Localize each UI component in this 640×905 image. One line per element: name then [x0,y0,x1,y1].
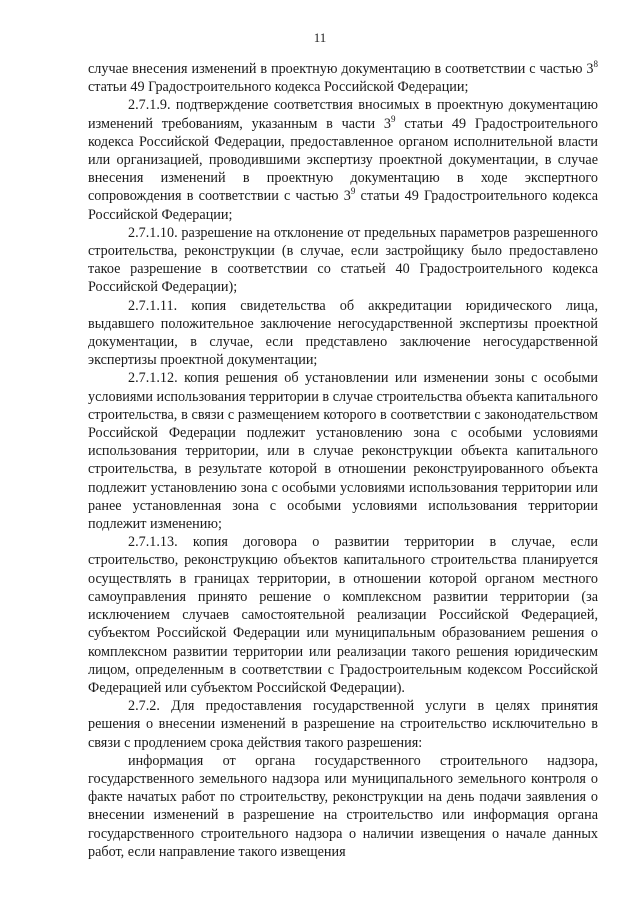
paragraph-text: случае внесения изменений в проектную документацию в соответствии с частью 3 [88,61,594,77]
superscript: 8 [593,59,598,69]
paragraph-text: 2.7.1.12. копия решения об установлении или изменении зоны с особыми условиями использования территории в случае строительства объекта капитального строительства, в связи с размещением которого в соответствии с законодательством Российской Федерации подлежит установлению зона с особыми условиями использования территории, или в случае реконструкции объекта капитального строительства, в результате которой в отношении реконструированного объекта подлежит установлению зона с особыми условиями использования территории или ранее установленная зона с особыми условиями использования территории подлежит изменению; [88,370,598,533]
page-number: 11 [313,30,327,45]
paragraph-text: статьи 49 Градостроительного кодекса Российской Федерации, предоставленное органом исполнительной власти или организацией, проводившими экспертизу проектной документации, в случае внесения изменений в проектную документацию в ходе экспертного сопровождения в соответствии с частью 3 [88,115,598,205]
paragraph [88,697,598,752]
paragraph-text: 2.7.1.9. подтверждение соответствия вносимых в проектную документацию изменений требованиям, указанным в части 3 [88,97,598,132]
paragraph-text: 2.7.1.13. копия договора о развитии территории в случае, если строительство, реконструкцию объектов капитального строительства планируется осуществлять в границах территории, в отношении которой органом местного самоуправления принято решение о комплексном развитии территории (за исключением случаев самостоятельной реализации Российской Федерацией, субъектом Российской Федерации или муниципальным образованием решения о комплексном развитии территории или реализации такого решения юридическим лицом, определенным в соответствии с Градостроительным кодексом Российской Федерацией или субъектом Российской Федерации). [88,534,598,696]
paragraph-text: 2.7.1.11. копия свидетельства об аккредитации юридического лица, выдавшего положительное заключение негосударственной экспертизы проектной документации, в случае, если представлено заключение негосударственной экспертизы проектной документации; [88,297,598,369]
paragraph [88,369,598,533]
paragraph-text: 2.7.2. Для предоставления государственной услуги в целях принятия решения о внесении изменений в разрешение на строительство исключительно в связи с продлением срока действия такого разрешения: [88,698,598,751]
document-body [88,60,598,861]
paragraph-text: информация от органа государственного строительного надзора, государственного земельного надзора или муниципального земельного контроля о факте начатых работ по строительству, реконструкции на день подачи заявления о внесении изменений в разрешение на строительство или информация органа государственного строительного надзора о наличии извещения о начале данных работ, если направление такого извещения [88,752,598,860]
paragraph [88,297,598,370]
superscript: 9 [390,113,396,124]
paragraph-text: 2.7.1.10. разрешение на отклонение от предельных параметров разрешенного строительства, реконструкции (в случае, если застройщику было предоставлено такое разрешение в соответствии со статьей 40 Градостроительного кодекса Российской Федерации); [88,224,598,296]
paragraph [88,752,598,861]
paragraph [88,60,598,96]
superscript: 9 [350,186,356,197]
paragraph-text: статьи 49 Градостроительного кодекса Российской Федерации; [88,188,598,223]
paragraph [88,96,598,223]
paragraph-text: статьи 49 Градостроительного кодекса Российской Федерации; [88,79,469,96]
paragraph [88,224,598,297]
paragraph [88,533,598,697]
